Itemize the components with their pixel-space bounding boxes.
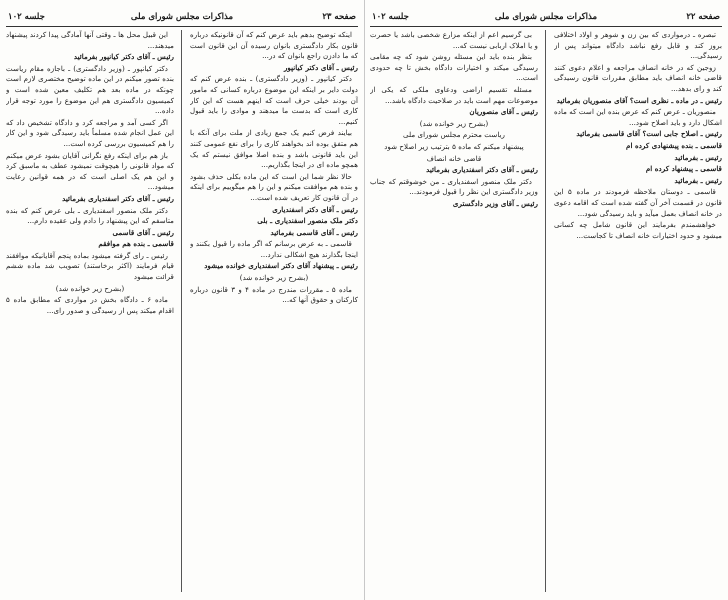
body-paragraph: قاسمی ـ دوستان ملاحظه فرمودند در ماده ۵ این قانون در قسمت آخر آن گفته شده است که اقامه دعوی در خانه انصاف بعمل میآید و باید رسیدگی شود... bbox=[554, 187, 722, 218]
right-page bbox=[370, 8, 722, 592]
column-rule bbox=[545, 30, 546, 592]
left-page-number: صفحه ۲۳ bbox=[322, 12, 356, 22]
right-page-number: صفحه ۲۲ bbox=[686, 12, 720, 22]
body-paragraph: دکتر ملک منصور اسفندیاری ـ بلی عرض کنم که بنده متاسفم که این پیشنهاد را دادم ولی عقیده دارم... bbox=[6, 205, 174, 226]
centered-line: ریاست محترم مجلس شورای ملی bbox=[402, 130, 506, 140]
left-page-col-right bbox=[190, 30, 358, 592]
body-paragraph: دکتر کیانپور ـ (وزیر دادگستری) ـ باجازه مقام ریاست بنده تصور میکنم در این ماده توضیح مختصری لازم است چونکه در ماده بعد هم تکلیف معین شده است و کمیسیون دادگستری هم این موضوع را مورد توجه قرار داده... bbox=[6, 63, 174, 116]
centered-line: (بشرح زیر خوانده شد) bbox=[419, 118, 489, 128]
body-paragraph: اگر کسی آمد و مراجعه کرد و دادگاه تشخیص داد که این عمل انجام شده مسلماً باید رسیدگی شود و این کار را هم کمیسیون بررسی کرده است... bbox=[6, 117, 174, 148]
body-paragraph: رئیس ـ رای گرفته میشود بماده پنجم آقایانیکه موافقند قیام فرمایند (اکثر برخاستند) تصویب شد ماده ششم قرائت میشود bbox=[6, 250, 174, 282]
body-paragraph: بی گرسیم اعم از اینکه مزارع شخصی باشد یا حصرت و یا املاک اربابی نیست که... bbox=[370, 30, 538, 50]
body-paragraph: منصوریان ـ عرض کنم که عرض بنده این است که ماده اشکال دارد و باید اصلاح شود... bbox=[554, 107, 722, 127]
body-paragraph: ماده ۶ ـ دادگاه بخش در مواردی که مطابق ماده ۵ اقدام میکند پس از رسیدگی و صدور رای... bbox=[6, 295, 174, 315]
body-paragraph: اینکه توضیح بدهم باید عرض کنم که آن قانونیکه درباره قانون بکار دادگستری بانوان رسیده آن این قانون است که ما دادزن راجع بانوان که در... bbox=[190, 30, 358, 61]
speaker-line: رئیس ـ آقای وزیر دادگستری bbox=[452, 198, 538, 208]
speaker-line: رئیس ـ آقای دکتر اسفندیاری بفرمائید bbox=[426, 165, 538, 175]
body-paragraph: مسئله تقسیم اراضی ودعاوی ملکی که یکی از موضوعات مهم است باید در صلاحیت دادگاه باشد... bbox=[370, 84, 538, 105]
speaker-line: قاسمی ـ پیشنهاد کرده ام bbox=[645, 164, 722, 174]
body-paragraph: زوجین که در خانه انصاف مراجعه و اعلام دعوی کنند قاضی خانه انصاف باید مطابق مقررات قانون رسیدگی کند و رای بدهد... bbox=[554, 62, 722, 93]
centered-line: پیشنهاد میکنم که ماده ۵ بترتیب زیر اصلاح شود bbox=[384, 141, 524, 151]
centered-line: (بشرح زیر خوانده شد) bbox=[55, 283, 125, 293]
body-paragraph: این قبیل محل ها ـ وقتی آنها آمادگی پیدا کردند پیشنهاد میدهند... bbox=[6, 30, 174, 50]
centered-line: قاضی خانه انصاف bbox=[426, 153, 482, 163]
body-paragraph: باز هم برای اینکه رفع نگرانی آقایان بشود عرض میکنم که مواد قانونی را هیچوقت نمیشود عطف به ماسبق کرد و این هم یک اصلی است که در همه قوانین رعایت میشود... bbox=[6, 150, 174, 192]
left-page-title: مذاکرات مجلس شورای ملی bbox=[130, 12, 234, 22]
left-page-header bbox=[6, 8, 358, 27]
left-page-columns bbox=[6, 30, 358, 592]
body-paragraph: قاسمی ـ به عرض برسانم که اگر ماده را قبول بکنند و اینجا بگذارند هیچ اشکالی ندارد... bbox=[190, 239, 358, 259]
speaker-line: رئیس ـ آقای قاسمی بفرمائید bbox=[270, 227, 358, 237]
body-paragraph: دکتر کیانپور ـ (وزیر دادگستری) ـ بنده عرض کنم که دولت دایر بر اینکه این موضوع درباره کسانی که مامور آن بودند خیلی حرف است که اینهم هست که این کار کاری است که بدست ما میدهند و موادی را باید قبول کنیم... bbox=[190, 74, 358, 126]
centered-line: (بشرح زیر خوانده شد) bbox=[239, 273, 309, 283]
left-page bbox=[6, 8, 358, 592]
speaker-line: رئیس ـ آقای قاسمی bbox=[112, 227, 174, 237]
column-rule bbox=[181, 30, 182, 592]
speaker-line: رئیس ـ بفرمائید bbox=[674, 152, 722, 162]
right-page-columns bbox=[370, 30, 722, 592]
speaker-line: رئیس ـ آقای دکتر اسفندیاری bbox=[272, 204, 358, 214]
body-paragraph: ماده ۵ ـ مقررات مندرج در ماده ۴ و ۳ قانون درباره کارکنان و حقوق آنها که... bbox=[190, 284, 358, 305]
left-page-session: جلسه ۱۰۲ bbox=[8, 12, 45, 22]
body-paragraph: حالا نظر شما این است که این ماده بکلی حذف بشود و بنده هم موافقت میکنم و این را هم میگوییم برای اینکه در آن قانون کار تعریف شده است... bbox=[190, 171, 358, 202]
speaker-line: رئیس ـ آقای دکتر کیانپور bbox=[283, 62, 358, 72]
speaker-line: رئیس ـ پیشنهاد آقای دکتر اسفندیاری خوانده میشود bbox=[204, 261, 358, 271]
speaker-line: رئیس ـ اصلاح جابی است؟ آقای قاسمی بفرمائید bbox=[576, 129, 722, 139]
right-page-session: جلسه ۱۰۲ bbox=[372, 12, 409, 22]
body-paragraph: دکتر ملک منصور اسفندیاری ـ من خوشوقتم که جناب وزیر دادگستری این نظر را قبول فرمودند... bbox=[370, 176, 538, 197]
speaker-line: رئیس ـ آقای دکتر کیانپور بفرمائید bbox=[73, 52, 174, 62]
right-page-header bbox=[370, 8, 722, 27]
body-paragraph: بیایند فرض کنیم یک جمع زیادی از ملت برای آنکه با هم متفق بوده اند بخواهند کاری را برای نفع عمومی کنند این باید قانونی باشد و بنده اصلا موافق نیستم که یک همچو ماده ای در اینجا بگذاریم... bbox=[190, 128, 358, 170]
speaker-line: دکتر ملک منصور اسفندیاری ـ بلی bbox=[257, 216, 358, 226]
speaker-line: رئیس ـ آقای دکتر اسفندیاری بفرمائید bbox=[62, 193, 174, 203]
speaker-line: رئیس ـ آقای منصوریان bbox=[469, 107, 538, 117]
right-page-col-left bbox=[370, 30, 538, 592]
body-paragraph: تبصره ـ درمواردی که بین زن و شوهر و اولاد اختلافی بروز کند و قابل رفع نباشد دادگاه میتواند پس از رسیدگی... bbox=[554, 30, 722, 61]
body-paragraph: خواهشمندم بفرمایند این قانون شامل چه کسانی میشود و حدود اختیارات خانه انصاف تا کجاست... bbox=[554, 220, 722, 240]
speaker-line: رئیس ـ در ماده ـ نظری است؟ آقای منصوریان بفرمائید bbox=[556, 95, 722, 105]
speaker-line: رئیس ـ بفرمائید bbox=[674, 175, 722, 185]
right-page-col-right bbox=[554, 30, 722, 592]
body-paragraph: بنظر بنده باید این مسئله روشن شود که چه مقامی رسیدگی میکند و اختیارات دادگاه بخش تا چه حدودی است... bbox=[370, 52, 538, 83]
speaker-line: قاسمی ـ بنده هم موافقم bbox=[98, 239, 174, 249]
left-page-col-left bbox=[6, 30, 174, 592]
speaker-line: قاسمی ـ بنده پیشنهادی کرده ام bbox=[626, 140, 722, 150]
right-page-title: مذاکرات مجلس شورای ملی bbox=[494, 12, 598, 22]
page-gutter bbox=[364, 0, 365, 600]
